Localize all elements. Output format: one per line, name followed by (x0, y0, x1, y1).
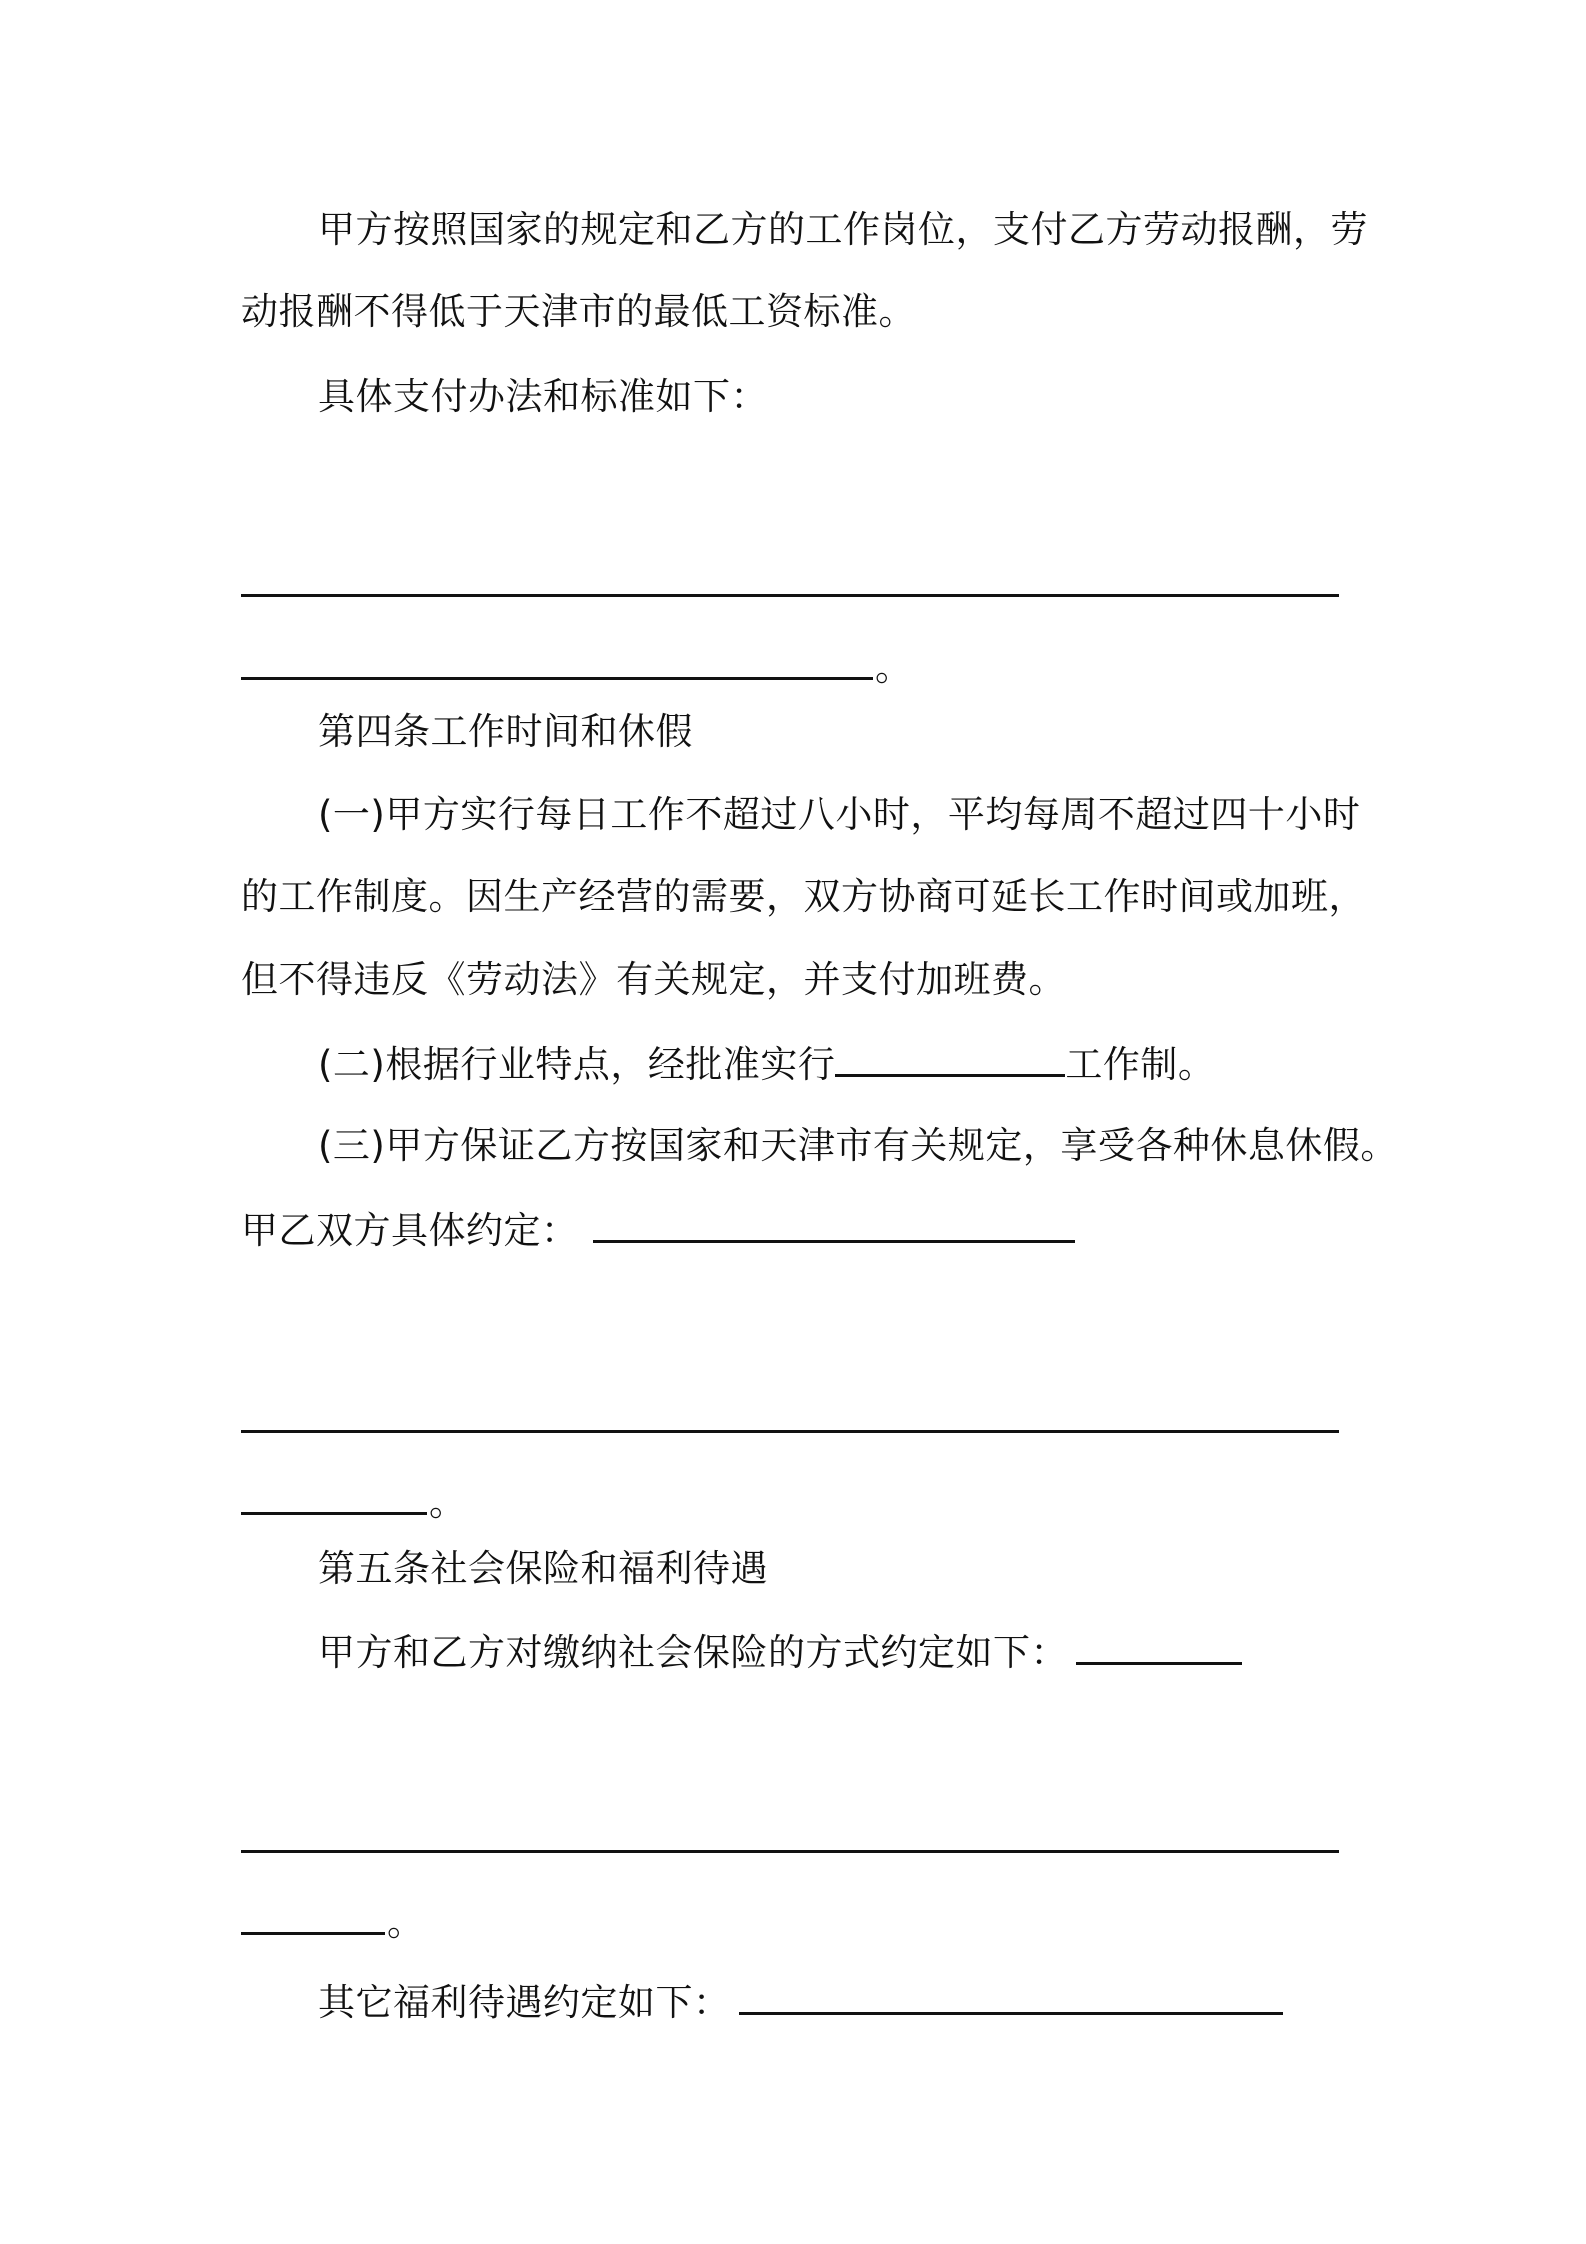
fill-blank-line (241, 1816, 1339, 1865)
paragraph-line: 甲乙双方具体约定： (241, 1206, 1075, 1255)
paragraph-line: 甲方按照国家的规定和乙方的工作岗位，支付乙方劳动报酬，劳 (318, 208, 1368, 251)
blank-field[interactable] (241, 1396, 1339, 1433)
paragraph-line: (一)甲方实行每日工作不超过八小时，平均每周不超过四十小时 (318, 793, 1361, 836)
paragraph-line: 的工作制度。因生产经营的需要，双方协商可延长工作时间或加班， (241, 875, 1366, 918)
blank-field[interactable] (739, 1978, 1283, 2015)
paragraph-line: (二)根据行业特点，经批准实行 工作制。 (318, 1040, 1215, 1089)
fill-blank-line (241, 1396, 1339, 1445)
blank-field[interactable] (241, 560, 1339, 597)
paragraph-line: (三)甲方保证乙方按国家和天津市有关规定，享受各种休息休假。 (318, 1124, 1398, 1167)
blank-field[interactable] (835, 1040, 1065, 1077)
paragraph-line: 具体支付办法和标准如下： (318, 375, 768, 418)
paragraph-line: 其它福利待遇约定如下： (318, 1978, 1283, 2027)
paragraph-line: 但不得违反《劳动法》有关规定，并支付加班费。 (241, 958, 1066, 1001)
blank-field[interactable] (1076, 1628, 1242, 1665)
fill-blank-line: 。 (241, 1898, 425, 1947)
blank-field[interactable] (593, 1206, 1075, 1243)
fill-blank-line (241, 560, 1339, 609)
section-heading: 第四条工作时间和休假 (318, 710, 693, 753)
blank-field[interactable] (241, 1478, 427, 1515)
paragraph-line: 动报酬不得低于天津市的最低工资标准。 (241, 290, 916, 333)
blank-field[interactable] (241, 643, 873, 680)
blank-field[interactable] (241, 1816, 1339, 1853)
blank-field[interactable] (241, 1898, 385, 1935)
section-heading: 第五条社会保险和福利待遇 (318, 1547, 768, 1590)
fill-blank-line: 。 (241, 643, 913, 692)
paragraph-line: 甲方和乙方对缴纳社会保险的方式约定如下： (318, 1628, 1242, 1677)
fill-blank-line: 。 (241, 1478, 467, 1527)
